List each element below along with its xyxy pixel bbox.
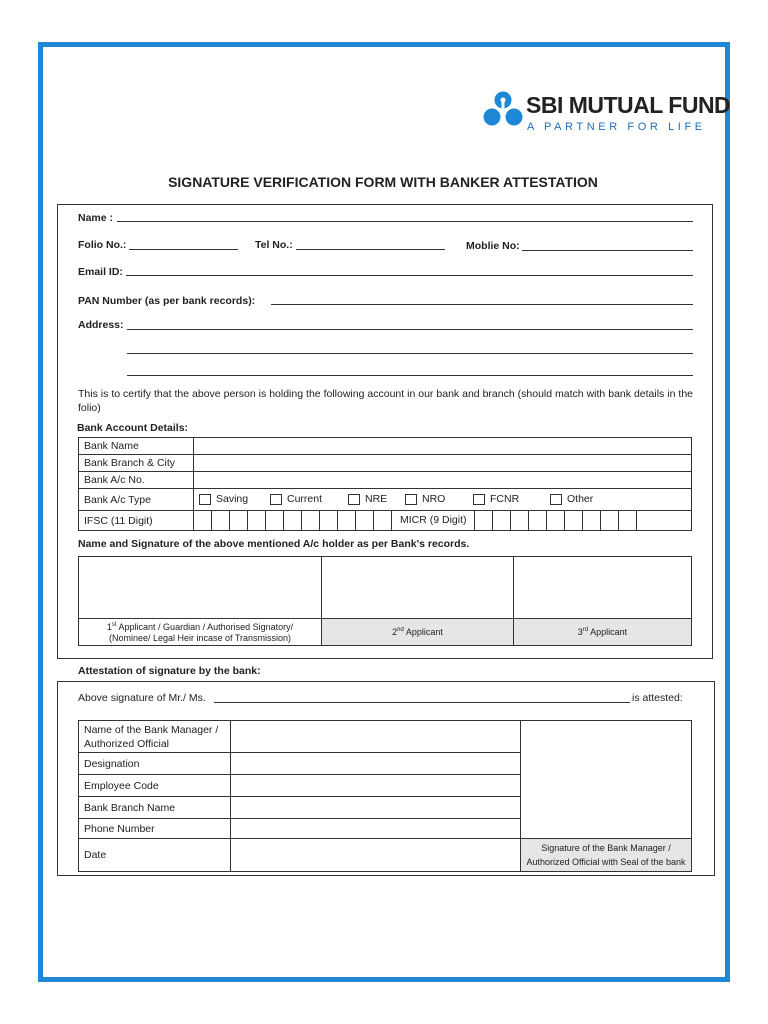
designation-label: Designation bbox=[79, 753, 231, 775]
date-label: Date bbox=[79, 839, 231, 872]
employee-code-label: Employee Code bbox=[79, 775, 231, 797]
nre-option[interactable] bbox=[348, 493, 387, 505]
bank-name-label: Bank Name bbox=[79, 438, 194, 455]
email-label: Email ID: bbox=[78, 266, 123, 278]
applicant3-ordinal: 3 bbox=[577, 627, 583, 637]
applicant3-signature-box[interactable] bbox=[514, 557, 692, 619]
bank-ac-no-input[interactable] bbox=[194, 472, 692, 489]
ifsc-label: IFSC (11 Digit) bbox=[79, 511, 194, 531]
attested-person-field[interactable] bbox=[214, 702, 630, 703]
manager-name-label: Name of the Bank Manager / Authorized Official bbox=[79, 721, 231, 753]
tel-label: Tel No.: bbox=[255, 239, 293, 251]
mobile-label: Moblie No: bbox=[466, 240, 520, 252]
fcnr-checkbox[interactable] bbox=[473, 494, 485, 505]
other-checkbox[interactable] bbox=[550, 494, 562, 505]
nro-checkbox[interactable] bbox=[405, 494, 417, 505]
applicant1-signature-box[interactable] bbox=[79, 557, 322, 619]
manager-name-input[interactable] bbox=[231, 721, 521, 753]
seal-caption: Signature of the Bank Manager / Authorized Official with Seal of the bank bbox=[521, 839, 692, 872]
saving-option[interactable] bbox=[199, 493, 248, 505]
nro-option[interactable] bbox=[405, 493, 445, 505]
account-type-options bbox=[194, 489, 692, 511]
pan-label: PAN Number (as per bank records): bbox=[78, 295, 256, 307]
applicant1-caption-line1: Applicant / Guardian / Authorised Signatory/ bbox=[116, 622, 294, 632]
designation-input[interactable] bbox=[231, 753, 521, 775]
folio-field[interactable] bbox=[129, 249, 238, 250]
tel-field[interactable] bbox=[296, 249, 445, 250]
pan-field[interactable] bbox=[271, 304, 693, 305]
applicant3-ordinal-suffix: rd bbox=[582, 627, 589, 633]
name-label: Name : bbox=[78, 212, 114, 224]
applicant2-caption-text: Applicant bbox=[403, 627, 443, 637]
employee-code-input[interactable] bbox=[231, 775, 521, 797]
bank-details-heading: Bank Account Details: bbox=[77, 422, 189, 434]
branch-name-label: Bank Branch Name bbox=[79, 797, 231, 819]
current-checkbox[interactable] bbox=[270, 494, 282, 505]
nro-label: NRO bbox=[422, 493, 446, 505]
bank-ac-type-label: Bank A/c Type bbox=[79, 489, 194, 511]
address-line-2[interactable] bbox=[127, 353, 693, 354]
applicant1-ordinal-suffix: st bbox=[111, 622, 117, 628]
signature-table bbox=[78, 556, 692, 646]
logo-tagline: A PARTNER FOR LIFE bbox=[527, 121, 706, 133]
phone-number-input[interactable] bbox=[231, 819, 521, 839]
saving-label: Saving bbox=[216, 493, 249, 505]
nre-checkbox[interactable] bbox=[348, 494, 360, 505]
ifsc-boxes[interactable] bbox=[194, 511, 392, 530]
signature-heading: Name and Signature of the above mentioned A/c holder as per Bank's records. bbox=[78, 538, 470, 550]
nre-label: NRE bbox=[365, 493, 388, 505]
form-title: SIGNATURE VERIFICATION FORM WITH BANKER ATTESTATION bbox=[168, 174, 598, 190]
applicant2-ordinal: 2 bbox=[392, 627, 398, 637]
logo-name: SBI MUTUAL FUND bbox=[526, 92, 731, 118]
applicant1-ordinal: 1 bbox=[106, 622, 112, 632]
micr-boxes[interactable] bbox=[474, 511, 637, 530]
name-field[interactable] bbox=[117, 221, 693, 222]
saving-checkbox[interactable] bbox=[199, 494, 211, 505]
ifsc-micr-row bbox=[194, 511, 692, 531]
applicant2-caption bbox=[322, 619, 514, 646]
sbi-mf-logo-icon bbox=[482, 90, 524, 134]
applicant3-caption bbox=[514, 619, 692, 646]
applicant1-caption bbox=[79, 619, 322, 646]
current-option[interactable] bbox=[270, 493, 322, 505]
above-signature-label: Above signature of Mr./ Ms. bbox=[78, 692, 206, 704]
mobile-field[interactable] bbox=[522, 250, 693, 251]
micr-label: MICR (9 Digit) bbox=[400, 514, 467, 526]
applicant1-caption-line2: (Nominee/ Legal Heir incase of Transmission) bbox=[108, 633, 292, 643]
is-attested-label: is attested: bbox=[632, 692, 683, 704]
applicant2-signature-box[interactable] bbox=[322, 557, 514, 619]
attestation-table bbox=[78, 720, 692, 872]
bank-branch-input[interactable] bbox=[194, 455, 692, 472]
applicant3-caption-text: Applicant bbox=[588, 627, 628, 637]
other-label: Other bbox=[567, 493, 594, 505]
email-field[interactable] bbox=[126, 275, 693, 276]
attestation-heading: Attestation of signature by the bank: bbox=[78, 665, 261, 677]
address-line-3[interactable] bbox=[127, 375, 693, 376]
bank-details-table bbox=[78, 437, 692, 531]
seal-signature-box[interactable] bbox=[521, 721, 692, 839]
current-label: Current bbox=[287, 493, 323, 505]
bank-ac-no-label: Bank A/c No. bbox=[79, 472, 194, 489]
date-input[interactable] bbox=[231, 839, 521, 872]
address-line-1[interactable] bbox=[127, 329, 693, 330]
phone-number-label: Phone Number bbox=[79, 819, 231, 839]
address-label: Address: bbox=[78, 319, 124, 331]
bank-branch-label: Bank Branch & City bbox=[79, 455, 194, 472]
bank-name-input[interactable] bbox=[194, 438, 692, 455]
fcnr-option[interactable] bbox=[473, 493, 519, 505]
fcnr-label: FCNR bbox=[490, 493, 520, 505]
folio-label: Folio No.: bbox=[78, 239, 127, 251]
branch-name-input[interactable] bbox=[231, 797, 521, 819]
applicant2-ordinal-suffix: nd bbox=[397, 627, 404, 633]
other-option[interactable] bbox=[550, 493, 593, 505]
certify-text: This is to certify that the above person is holding the following account in our bank and branch (should match with bank details in the folio) bbox=[78, 388, 693, 414]
